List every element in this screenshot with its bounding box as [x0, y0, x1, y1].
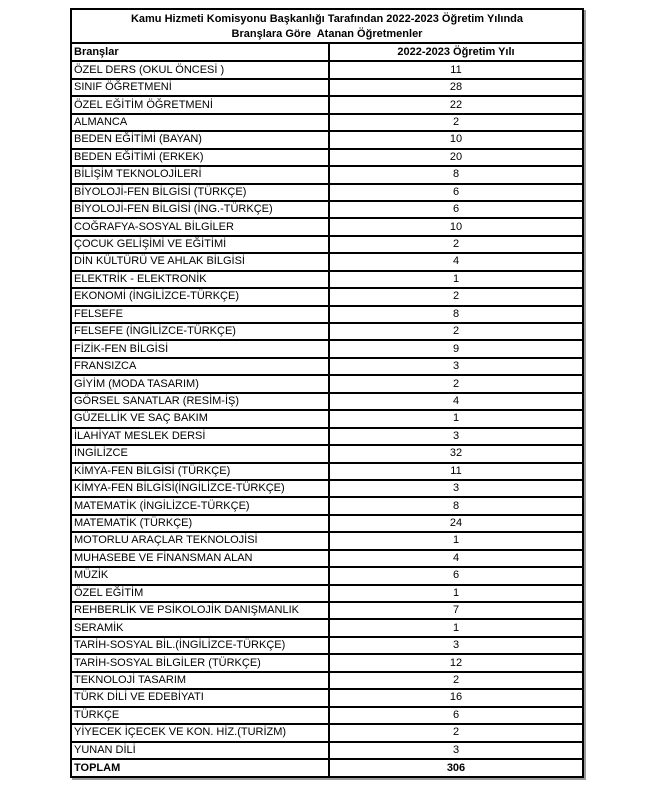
branch-name-cell: BİYOLOJİ-FEN BİLGİSİ (İNG.-TÜRKÇE): [72, 201, 329, 218]
table-row: [72, 271, 582, 288]
assigned-count-cell: 2: [329, 114, 582, 131]
assigned-count-cell: 16: [329, 689, 582, 706]
assigned-count-cell: 7: [329, 602, 582, 619]
table-row: [72, 184, 582, 201]
assigned-count-cell: 3: [329, 742, 582, 759]
assigned-count-cell: 1: [329, 410, 582, 427]
assigned-count-cell: 2: [329, 323, 582, 340]
table-row: [72, 358, 582, 375]
table-row: [72, 375, 582, 392]
table-row: [72, 428, 582, 445]
assigned-count-cell: 10: [329, 131, 582, 148]
branch-name-cell: YİYECEK İÇECEK VE KON. HİZ.(TURİZM): [72, 724, 329, 741]
branch-name-cell: FELSEFE: [72, 306, 329, 323]
branch-name-cell: FİZİK-FEN BİLGİSİ: [72, 340, 329, 357]
branch-name-cell: TEKNOLOJİ TASARIM: [72, 672, 329, 689]
assigned-count-cell: 11: [329, 61, 582, 78]
table-row: [72, 218, 582, 235]
assigned-count-cell: 1: [329, 619, 582, 636]
table-row: [72, 236, 582, 253]
table-row: [72, 707, 582, 724]
title-line-2: Branşlara Göre Atanan Öğretmenler: [231, 28, 423, 40]
assigned-count-cell: 3: [329, 637, 582, 654]
assigned-count-cell: 9: [329, 340, 582, 357]
table-row: [72, 724, 582, 741]
table-row: [72, 323, 582, 340]
branch-name-cell: YUNAN DİLİ: [72, 742, 329, 759]
branch-name-cell: İLAHİYAT MESLEK DERSİ: [72, 428, 329, 445]
branch-name-cell: FELSEFE (İNGİLİZCE-TÜRKÇE): [72, 323, 329, 340]
assigned-count-cell: 2: [329, 236, 582, 253]
assigned-count-cell: 3: [329, 358, 582, 375]
assigned-count-cell: 6: [329, 707, 582, 724]
table-row: [72, 61, 582, 78]
branch-name-cell: KİMYA-FEN BİLGİSİ (TÜRKÇE): [72, 463, 329, 480]
assigned-count-cell: 20: [329, 149, 582, 166]
branch-name-cell: ÖZEL EĞİTİM ÖĞRETMENİ: [72, 96, 329, 113]
assigned-count-cell: 10: [329, 218, 582, 235]
assigned-count-cell: 4: [329, 393, 582, 410]
teacher-assignment-table: [72, 44, 582, 776]
table-row: [72, 201, 582, 218]
assigned-count-cell: 4: [329, 550, 582, 567]
table-row: [72, 131, 582, 148]
assigned-count-cell: 3: [329, 428, 582, 445]
table-row: [72, 515, 582, 532]
branch-name-cell: TARİH-SOSYAL BİLGİLER (TÜRKÇE): [72, 654, 329, 671]
table-row: [72, 637, 582, 654]
table-row: [72, 550, 582, 567]
assigned-count-cell: 12: [329, 654, 582, 671]
table-row: [72, 445, 582, 462]
assigned-count-cell: 4: [329, 253, 582, 270]
branch-name-cell: BİLİŞİM TEKNOLOJİLERİ: [72, 166, 329, 183]
table-row: [72, 463, 582, 480]
table-row: [72, 532, 582, 549]
branch-name-cell: MATEMATİK (TÜRKÇE): [72, 515, 329, 532]
branch-name-cell: MATEMATİK (İNGİLİZCE-TÜRKÇE): [72, 497, 329, 514]
branch-name-cell: ÖZEL EĞİTİM: [72, 585, 329, 602]
branch-name-cell: DİN KÜLTÜRÜ VE AHLAK BİLGİSİ: [72, 253, 329, 270]
table-row: [72, 410, 582, 427]
assigned-count-cell: 1: [329, 271, 582, 288]
column-header-year: 2022-2023 Öğretim Yılı: [329, 44, 582, 61]
branch-name-cell: ELEKTRİK - ELEKTRONİK: [72, 271, 329, 288]
branch-name-cell: ÇOCUK GELİŞİMİ VE EĞİTİMİ: [72, 236, 329, 253]
branch-name-cell: REHBERLİK VE PSİKOLOJİK DANIŞMANLIK: [72, 602, 329, 619]
table-row: [72, 340, 582, 357]
assigned-count-cell: 8: [329, 497, 582, 514]
table-row: [72, 619, 582, 636]
branch-name-cell: BİYOLOJİ-FEN BİLGİSİ (TÜRKÇE): [72, 184, 329, 201]
table-row: [72, 689, 582, 706]
assigned-count-cell: 11: [329, 463, 582, 480]
table-row: [72, 393, 582, 410]
table-row: [72, 480, 582, 497]
total-label-cell: TOPLAM: [72, 759, 329, 776]
assigned-count-cell: 2: [329, 724, 582, 741]
branch-name-cell: BEDEN EĞİTİMİ (BAYAN): [72, 131, 329, 148]
table-body: [72, 61, 582, 776]
table-row: [72, 253, 582, 270]
branch-name-cell: KİMYA-FEN BİLGİSİ(İNGİLİZCE-TÜRKÇE): [72, 480, 329, 497]
branch-name-cell: EKONOMİ (İNGİLİZCE-TÜRKÇE): [72, 288, 329, 305]
branch-name-cell: GİYİM (MODA TASARIM): [72, 375, 329, 392]
assigned-count-cell: 28: [329, 79, 582, 96]
branch-name-cell: GÖRSEL SANATLAR (RESİM-İŞ): [72, 393, 329, 410]
assigned-count-cell: 1: [329, 532, 582, 549]
branch-name-cell: İNGİLİZCE: [72, 445, 329, 462]
table-header-row: [72, 44, 582, 61]
table-row: [72, 96, 582, 113]
total-row: [72, 759, 582, 776]
assigned-count-cell: 1: [329, 585, 582, 602]
title-line-1: Kamu Hizmeti Komisyonu Başkanlığı Tarafından 2022-2023 Öğretim Yılında: [130, 13, 524, 25]
table-row: [72, 654, 582, 671]
assigned-count-cell: 6: [329, 567, 582, 584]
assignment-table-document: [70, 8, 584, 778]
table-row: [72, 114, 582, 131]
assigned-count-cell: 6: [329, 184, 582, 201]
branch-name-cell: ÖZEL DERS (OKUL ÖNCESİ ): [72, 61, 329, 78]
branch-name-cell: FRANSIZCA: [72, 358, 329, 375]
branch-name-cell: SERAMİK: [72, 619, 329, 636]
table-row: [72, 742, 582, 759]
branch-name-cell: TARİH-SOSYAL BİL.(İNGİLİZCE-TÜRKÇE): [72, 637, 329, 654]
branch-name-cell: MOTORLU ARAÇLAR TEKNOLOJİSİ: [72, 532, 329, 549]
assigned-count-cell: 24: [329, 515, 582, 532]
assigned-count-cell: 6: [329, 201, 582, 218]
table-row: [72, 585, 582, 602]
branch-name-cell: GÜZELLİK VE SAÇ BAKIM: [72, 410, 329, 427]
total-value-cell: 306: [446, 761, 466, 774]
table-row: [72, 497, 582, 514]
branch-name-cell: MÜZİK: [72, 567, 329, 584]
branch-name-cell: MUHASEBE VE FİNANSMAN ALAN: [72, 550, 329, 567]
branch-name-cell: SINIF ÖĞRETMENİ: [72, 79, 329, 96]
assigned-count-cell: 2: [329, 375, 582, 392]
assigned-count-cell: 2: [329, 288, 582, 305]
branch-name-cell: TÜRK DİLİ VE EDEBİYATI: [72, 689, 329, 706]
table-row: [72, 306, 582, 323]
table-row: [72, 79, 582, 96]
branch-name-cell: COĞRAFYA-SOSYAL BİLGİLER: [72, 218, 329, 235]
table-title: [72, 10, 582, 44]
table-row: [72, 288, 582, 305]
table-row: [72, 166, 582, 183]
assigned-count-cell: 2: [329, 672, 582, 689]
assigned-count-cell: 8: [329, 166, 582, 183]
table-row: [72, 672, 582, 689]
branch-name-cell: BEDEN EĞİTİMİ (ERKEK): [72, 149, 329, 166]
table-row: [72, 567, 582, 584]
assigned-count-cell: 22: [329, 96, 582, 113]
column-header-branch: Branşlar: [72, 44, 329, 61]
table-row: [72, 602, 582, 619]
branch-name-cell: TÜRKÇE: [72, 707, 329, 724]
assigned-count-cell: 8: [329, 306, 582, 323]
assigned-count-cell: 32: [329, 445, 582, 462]
branch-name-cell: ALMANCA: [72, 114, 329, 131]
table-row: [72, 149, 582, 166]
assigned-count-cell: 3: [329, 480, 582, 497]
